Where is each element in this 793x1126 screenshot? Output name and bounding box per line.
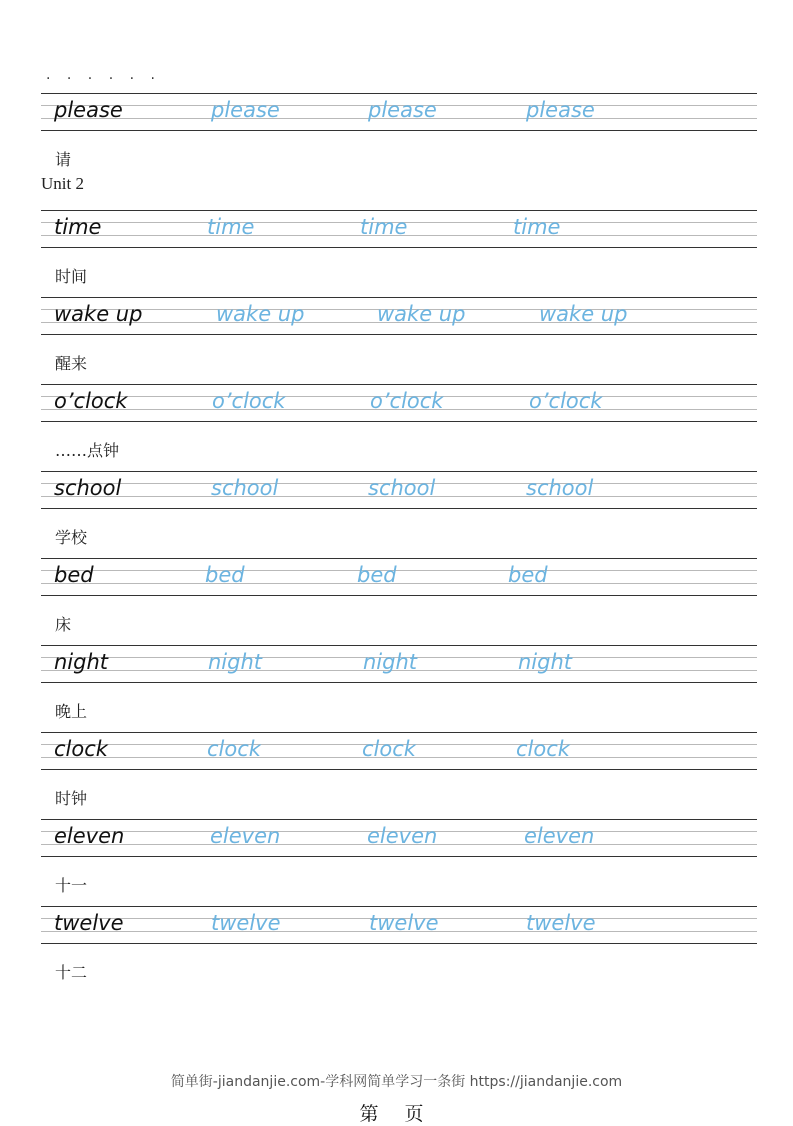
vocab-word: o’clock [54, 389, 128, 413]
chinese-meaning: 学校 [55, 528, 88, 547]
trace-word: school [526, 476, 594, 500]
trace-word: twelve [526, 911, 596, 935]
writing-row [41, 471, 757, 509]
trace-word: wake up [377, 302, 466, 326]
trace-word: please [526, 98, 595, 122]
trace-word: please [368, 98, 437, 122]
trace-word: eleven [524, 824, 595, 848]
trace-word: school [368, 476, 436, 500]
vocab-word: twelve [54, 911, 124, 935]
trace-word: please [211, 98, 280, 122]
writing-row [41, 558, 757, 596]
trace-word: clock [516, 737, 570, 761]
writing-row [41, 906, 757, 944]
unit-heading: Unit 2 [41, 174, 84, 193]
trace-word: night [363, 650, 418, 674]
chinese-meaning: 十一 [55, 876, 88, 895]
writing-row [41, 819, 757, 857]
vocab-word: clock [54, 737, 108, 761]
trace-word: clock [362, 737, 416, 761]
trace-word: school [211, 476, 279, 500]
chinese-meaning: 十二 [55, 963, 88, 982]
trace-word: eleven [367, 824, 438, 848]
writing-row [41, 297, 757, 335]
trace-word: night [518, 650, 573, 674]
vocab-word: please [54, 98, 123, 122]
page-number-label: 第 页 [359, 1103, 434, 1125]
trace-word: o’clock [212, 389, 286, 413]
trace-word: bed [205, 563, 245, 587]
writing-row [41, 645, 757, 683]
trace-word: wake up [216, 302, 305, 326]
vocab-word: eleven [54, 824, 125, 848]
trace-word: time [360, 215, 408, 239]
chinese-meaning: 醒来 [55, 354, 88, 373]
vocab-word: bed [54, 563, 94, 587]
trace-word: clock [207, 737, 261, 761]
writing-row [41, 210, 757, 248]
vocab-word: school [54, 476, 122, 500]
trace-word: wake up [539, 302, 628, 326]
trace-word: o’clock [370, 389, 444, 413]
writing-row [41, 93, 757, 131]
chinese-meaning: 床 [55, 615, 72, 634]
vocab-word: wake up [54, 302, 143, 326]
writing-row [41, 732, 757, 770]
cutoff-top-text: · · · · · · [46, 71, 161, 87]
trace-word: time [513, 215, 561, 239]
trace-word: o’clock [529, 389, 603, 413]
trace-word: twelve [211, 911, 281, 935]
trace-word: twelve [369, 911, 439, 935]
trace-word: bed [357, 563, 397, 587]
vocab-word: time [54, 215, 102, 239]
trace-word: eleven [210, 824, 281, 848]
chinese-meaning: 晚上 [55, 702, 88, 721]
chinese-meaning: 请 [55, 150, 72, 169]
trace-word: bed [508, 563, 548, 587]
trace-word: time [207, 215, 255, 239]
chinese-meaning: 时钟 [55, 789, 88, 808]
trace-word: night [208, 650, 263, 674]
chinese-meaning: ……点钟 [55, 441, 120, 460]
footer-source: 简单街-jiandanjie.com-学科网简单学习一条街 https://jiandanjie.com [170, 1074, 623, 1090]
vocab-word: night [54, 650, 109, 674]
chinese-meaning: 时间 [55, 267, 88, 286]
writing-row [41, 384, 757, 422]
